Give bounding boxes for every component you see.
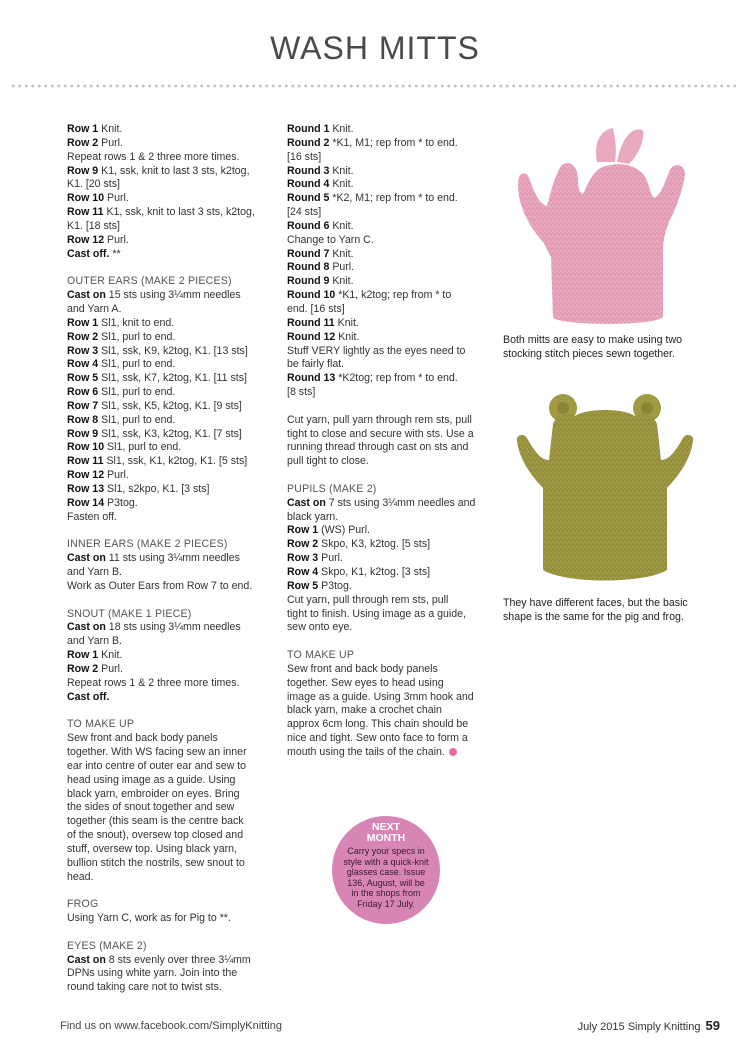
instruction-line — [287, 151, 487, 165]
pink-mitt-photo — [505, 122, 705, 332]
instruction-line — [67, 815, 267, 829]
instruction-text: Change to Yarn C. — [287, 233, 374, 246]
instruction-label: Row 9 — [67, 427, 99, 440]
instruction-line — [67, 677, 267, 691]
instruction-text: [16 sts] — [287, 150, 322, 163]
instruction-text: pull tight to close. — [287, 455, 369, 468]
instruction-text: 15 sts using 3¼mm needles — [105, 289, 241, 302]
instruction-text: Knit. — [334, 316, 359, 329]
instruction-label: Row 7 — [67, 399, 99, 412]
instruction-text: Sl1, ssk, K7, k2tog, K1. [11 sts] — [98, 372, 247, 385]
instruction-text: Sew front and back body panels — [287, 662, 438, 675]
spacer — [287, 469, 487, 483]
instruction-text: Knit. — [329, 219, 354, 232]
instruction-label: Row 3 — [287, 552, 319, 565]
section-heading: EYES (MAKE 2) — [67, 939, 147, 952]
instruction-text: image as a guide. Using 3mm hook and — [287, 690, 474, 703]
instruction-line — [287, 677, 487, 691]
instruction-text: sew onto eye. — [287, 621, 353, 634]
instruction-line — [67, 303, 267, 317]
instruction-line — [287, 261, 487, 275]
instruction-line — [287, 345, 487, 359]
instruction-text: Purl. — [104, 469, 129, 482]
instruction-line — [287, 331, 487, 345]
instruction-text: nice and tight. Sew onto face to form a — [287, 732, 468, 745]
instruction-text: Sl1, purl to end. — [98, 358, 176, 371]
instruction-line — [67, 192, 267, 206]
instruction-label: Round 11 — [287, 316, 335, 329]
instruction-line — [67, 123, 267, 137]
instruction-text: [24 sts] — [287, 206, 322, 219]
instruction-line — [67, 649, 267, 663]
instruction-label: Row 1 — [67, 123, 99, 135]
instruction-text: Knit. — [329, 275, 354, 288]
instruction-text: Sl1, purl to end. — [98, 386, 176, 399]
instruction-text: Repeat rows 1 & 2 three more times. — [67, 676, 240, 689]
instruction-text: P3tog. — [104, 496, 138, 509]
instruction-text: Sl1, knit to end. — [98, 316, 175, 329]
instruction-label: Cast on — [67, 552, 106, 565]
instruction-text: Fasten off. — [67, 510, 117, 523]
next-month-title-line1: NEXT — [371, 821, 400, 833]
instruction-text: together. With WS facing sew an inner — [67, 745, 247, 758]
instruction-text: Sl1, purl to end. — [104, 441, 182, 454]
next-month-line: glasses case. Issue — [346, 867, 426, 877]
spacer — [67, 704, 267, 718]
pig-caption: Both mitts are easy to make using two stocking stitch pieces sewn together. — [503, 334, 682, 360]
instruction-line — [67, 967, 267, 981]
instruction-text: Knit. — [329, 123, 354, 135]
instruction-text: Purl. — [98, 662, 123, 675]
footer-facebook-link[interactable]: Find us on www.facebook.com/SimplyKnitting — [60, 1020, 282, 1032]
instruction-line — [287, 165, 487, 179]
instruction-line — [67, 372, 267, 386]
instruction-line — [287, 621, 487, 635]
instruction-label: Row 11 — [67, 206, 104, 219]
instruction-text: tight to finish. Using image as a guide, — [287, 607, 467, 620]
instruction-label: Row 12 — [67, 233, 105, 246]
instruction-text: Skpo, K1, k2tog. [3 sts] — [318, 566, 431, 578]
instruction-text: and Yarn A. — [67, 302, 122, 315]
instruction-line — [67, 511, 267, 525]
instruction-text: P3tog. — [318, 579, 352, 592]
instruction-text: together (this seam is the centre back — [67, 815, 244, 828]
footer-issue-info — [578, 1018, 720, 1033]
instruction-text: head using image as a guide. Using — [67, 773, 236, 786]
instruction-text: K1, ssk, knit to last 3 sts, k2tog, — [103, 206, 255, 219]
next-month-line: Friday 17 July. — [357, 898, 415, 909]
instruction-text: Purl. — [104, 233, 129, 246]
spacer — [67, 594, 267, 608]
instruction-text: 8 sts evenly over three 3¼mm — [105, 953, 251, 966]
instruction-line — [287, 718, 487, 732]
instruction-text: together. Sew eyes to head using — [287, 676, 444, 689]
instruction-text: *K2, M1; rep from * to end. — [329, 192, 458, 205]
instruction-text: Sl1, s2kpo, K1. [3 sts] — [104, 482, 210, 495]
instruction-line — [287, 580, 487, 594]
instruction-text: Using Yarn C, work as for Pig to **. — [67, 912, 231, 925]
instruction-text: Knit. — [329, 178, 354, 191]
instruction-line — [287, 358, 487, 372]
instruction-text: Purl. — [329, 261, 355, 274]
instruction-text: Work as Outer Ears from Row 7 to end. — [67, 579, 253, 592]
instruction-line — [67, 414, 267, 428]
instruction-text: Sl1, purl to end. — [98, 330, 176, 343]
instruction-text: Sew front and back body panels — [67, 732, 218, 745]
instruction-text: *K1, k2tog; rep from * to — [335, 289, 452, 302]
section-heading: TO MAKE UP — [67, 718, 135, 731]
instruction-text: Purl. — [318, 552, 343, 565]
instruction-line — [67, 331, 267, 345]
instruction-line — [287, 414, 487, 428]
instruction-line — [287, 691, 487, 705]
instruction-label: Round 7 — [287, 247, 330, 260]
instruction-line — [67, 234, 267, 248]
instruction-label: Row 11 — [67, 455, 104, 468]
instruction-text: mouth using the tails of the chain. — [287, 745, 445, 758]
instruction-line — [287, 386, 487, 400]
instruction-line — [67, 151, 267, 165]
instruction-text: and Yarn B. — [67, 566, 122, 578]
instruction-line — [287, 317, 487, 331]
instruction-label: Row 3 — [67, 344, 99, 357]
instruction-label: Row 14 — [67, 496, 105, 509]
instruction-line — [67, 801, 267, 815]
next-month-badge — [332, 816, 440, 924]
instruction-line — [67, 746, 267, 760]
instruction-text: Cut yarn, pull yarn through rem sts, pull — [287, 413, 472, 426]
instruction-text: bullion stitch the nostrils, sew snout to — [67, 856, 245, 869]
instruction-label: Row 1 — [287, 524, 319, 537]
instruction-line — [67, 469, 267, 483]
instruction-label: Round 13 — [287, 372, 336, 385]
instruction-line — [67, 345, 267, 359]
instruction-text: and Yarn B. — [67, 635, 122, 648]
instruction-label: Round 3 — [287, 164, 330, 177]
instruction-text: Sl1, purl to end. — [98, 413, 176, 426]
instruction-text: K1. [20 sts] — [67, 178, 120, 191]
instruction-line — [287, 137, 487, 151]
instruction-line — [287, 552, 487, 566]
instruction-line — [67, 358, 267, 372]
instruction-text: Stuff VERY lightly as the eyes need to — [287, 344, 466, 357]
instruction-line — [67, 386, 267, 400]
instruction-line — [287, 608, 487, 622]
instruction-label: Row 4 — [67, 358, 99, 371]
instruction-line — [67, 552, 267, 566]
instruction-line — [67, 455, 267, 469]
instruction-line — [287, 594, 487, 608]
instruction-label: Round 8 — [287, 261, 330, 274]
next-month-title-line2: MONTH — [366, 832, 406, 844]
instruction-text: K1. [18 sts] — [67, 219, 120, 232]
instruction-line — [67, 954, 267, 968]
instruction-line — [67, 829, 267, 843]
instruction-label: Cast on — [67, 953, 106, 966]
instruction-text: head. — [67, 870, 94, 883]
frog-mitt-photo — [505, 388, 705, 588]
instruction-text: Knit. — [335, 330, 360, 343]
instruction-line — [67, 843, 267, 857]
instruction-line — [287, 566, 487, 580]
instruction-line — [67, 220, 267, 234]
section-heading: INNER EARS (MAKE 2 PIECES) — [67, 538, 228, 551]
instruction-text: black yarn, embroider on eyes. Bring — [67, 787, 240, 800]
instruction-text: the sides of snout together and sew — [67, 801, 235, 814]
instruction-line — [67, 428, 267, 442]
instruction-label: Row 10 — [67, 441, 105, 454]
instruction-label: Row 5 — [287, 579, 319, 592]
instruction-line — [287, 428, 487, 442]
section-heading: SNOUT (MAKE 1 PIECE) — [67, 607, 192, 620]
instruction-line — [67, 400, 267, 414]
instruction-label: Round 2 — [287, 136, 330, 149]
instruction-label: Row 1 — [67, 649, 99, 662]
instruction-label: Row 2 — [287, 538, 319, 551]
instruction-label: Row 1 — [67, 316, 99, 329]
instruction-line — [287, 372, 487, 386]
instruction-text: ear into centre of outer ear and sew to — [67, 759, 247, 772]
section-heading: PUPILS (MAKE 2) — [287, 482, 377, 495]
instruction-line — [287, 497, 487, 511]
instruction-line — [67, 165, 267, 179]
instruction-text: *K2tog; rep from * to end. — [335, 372, 458, 385]
instruction-line — [287, 275, 487, 289]
instruction-line — [287, 234, 487, 248]
instruction-text: end. [16 sts] — [287, 302, 345, 315]
instruction-label: Round 12 — [287, 330, 336, 343]
instruction-line — [287, 289, 487, 303]
instruction-text: of the snout), oversew top closed and — [67, 829, 244, 842]
spacer — [67, 524, 267, 538]
instruction-text: 18 sts using 3¼mm needles — [105, 621, 241, 634]
instruction-line — [67, 289, 267, 303]
instruction-text: Cut yarn, pull through rem sts, pull — [287, 593, 449, 606]
instruction-line — [287, 704, 487, 718]
instructions-column-left — [67, 123, 267, 995]
next-month-line: in the shops from — [351, 888, 421, 898]
instruction-text: Sl1, ssk, K1, k2tog, K1. [5 sts] — [103, 455, 248, 468]
instruction-line — [67, 635, 267, 649]
instruction-line — [287, 303, 487, 317]
instruction-label: Row 12 — [67, 469, 105, 482]
instruction-text: Sl1, ssk, K3, k2tog, K1. [7 sts] — [98, 427, 242, 440]
instruction-text: DPNs using white yarn. Join into the — [67, 967, 238, 980]
instruction-label: Row 5 — [67, 372, 99, 385]
instruction-line — [67, 317, 267, 331]
instructions-column-middle — [287, 123, 487, 760]
instruction-label: Row 2 — [67, 662, 99, 675]
instruction-label: Cast on — [287, 496, 326, 509]
spacer — [67, 261, 267, 275]
instruction-label: Row 10 — [67, 192, 105, 205]
instruction-line — [67, 760, 267, 774]
instruction-line — [67, 137, 267, 151]
instruction-line — [67, 912, 267, 926]
instruction-line — [67, 483, 267, 497]
spacer — [67, 926, 267, 940]
instruction-line — [67, 774, 267, 788]
instruction-line — [67, 580, 267, 594]
instruction-line — [287, 663, 487, 677]
instruction-text: K1, ssk, knit to last 3 sts, k2tog, — [98, 164, 250, 177]
instruction-line — [67, 441, 267, 455]
instruction-text: Skpo, K3, k2tog. [5 sts] — [318, 538, 431, 551]
end-mark-icon — [449, 748, 457, 756]
instruction-label: Row 4 — [287, 566, 319, 578]
instruction-line — [67, 248, 267, 262]
instruction-label: Row 6 — [67, 386, 99, 399]
instruction-line — [67, 621, 267, 635]
instruction-text: Sl1, ssk, K5, k2tog, K1. [9 sts] — [98, 399, 242, 412]
instruction-text: Knit. — [98, 649, 123, 662]
instruction-line — [287, 732, 487, 746]
instruction-line — [287, 538, 487, 552]
section-heading: FROG — [67, 898, 99, 911]
instruction-text: Knit. — [329, 247, 354, 260]
instruction-label: Round 9 — [287, 275, 330, 288]
instruction-text: black yarn, make a crochet chain — [287, 704, 442, 717]
instruction-text: 11 sts using 3¼mm needles — [105, 552, 240, 565]
instruction-text: Knit. — [329, 164, 354, 177]
frog-caption: They have different faces, but the basic shape is the same for the pig and frog. — [503, 597, 688, 623]
spacer — [287, 400, 487, 414]
instruction-text: ** — [109, 247, 121, 260]
instruction-line — [287, 746, 487, 760]
instruction-label: Cast on — [67, 621, 106, 634]
instruction-line — [67, 981, 267, 995]
instruction-line — [67, 566, 267, 580]
instruction-label: Cast off. — [67, 247, 110, 260]
instruction-text: Sl1, ssk, K9, k2tog, K1. [13 sts] — [98, 344, 248, 357]
next-month-line: 136, August, will be — [347, 877, 425, 888]
instruction-text: Repeat rows 1 & 2 three more times. — [67, 150, 240, 163]
instruction-line — [67, 691, 267, 705]
instruction-text: Purl. — [104, 192, 129, 205]
instruction-text: Knit. — [98, 123, 123, 135]
instruction-text: *K1, M1; rep from * to end. — [329, 136, 458, 149]
instruction-text: approx 6cm long. This chain should be — [287, 718, 469, 731]
spacer — [67, 884, 267, 898]
instruction-label: Row 2 — [67, 330, 99, 343]
instruction-text: be fairly flat. — [287, 358, 345, 371]
instruction-line — [287, 220, 487, 234]
instruction-label: Cast on — [67, 289, 106, 302]
instruction-text: running thread through cast on sts and — [287, 441, 469, 454]
instruction-label: Row 13 — [67, 482, 105, 495]
instruction-label: Row 2 — [67, 136, 99, 149]
instruction-line — [287, 248, 487, 262]
instruction-line — [287, 178, 487, 192]
instruction-text: (WS) Purl. — [318, 524, 370, 537]
instruction-label: Row 9 — [67, 164, 99, 177]
instruction-label: Cast off. — [67, 690, 110, 703]
instruction-line — [287, 192, 487, 206]
instruction-text: stuff, oversew top. Using black yarn, — [67, 842, 237, 855]
footer-issue: July 2015 Simply Knitting — [577, 1021, 701, 1033]
instruction-line — [67, 178, 267, 192]
dotted-divider — [10, 84, 740, 88]
instruction-text: black yarn. — [287, 510, 339, 523]
next-month-text — [332, 846, 440, 909]
instruction-text: round taking care not to twist sts. — [67, 981, 222, 994]
section-heading: TO MAKE UP — [287, 649, 355, 662]
instruction-line — [67, 663, 267, 677]
section-heading: OUTER EARS (MAKE 2 PIECES) — [67, 275, 232, 288]
instruction-label: Round 4 — [287, 178, 330, 191]
instruction-label: Round 10 — [287, 289, 336, 302]
spacer — [287, 635, 487, 649]
instruction-line — [287, 511, 487, 525]
instruction-line — [287, 123, 487, 137]
instruction-line — [287, 441, 487, 455]
next-month-line: Carry your specs in — [347, 846, 425, 856]
instruction-text: 7 sts using 3¼mm needles and — [325, 496, 476, 509]
instruction-label: Round 1 — [287, 123, 330, 135]
instruction-label: Row 8 — [67, 413, 99, 426]
instruction-text: tight to close and secure with sts. Use a — [287, 427, 474, 440]
instruction-text: [8 sts] — [287, 386, 316, 399]
instruction-line — [67, 788, 267, 802]
instruction-line — [287, 455, 487, 469]
next-month-line: style with a quick-knit — [343, 856, 429, 867]
instruction-line — [287, 524, 487, 538]
instruction-label: Round 5 — [287, 192, 330, 205]
instruction-line — [287, 206, 487, 220]
instruction-line — [67, 871, 267, 885]
instruction-label: Round 6 — [287, 219, 330, 232]
page-number: 59 — [705, 1018, 720, 1033]
page-title: WASH MITTS — [270, 30, 480, 66]
instruction-line — [67, 206, 267, 220]
instruction-line — [67, 857, 267, 871]
instruction-line — [67, 497, 267, 511]
instruction-line — [67, 732, 267, 746]
instruction-text: Purl. — [98, 136, 123, 149]
